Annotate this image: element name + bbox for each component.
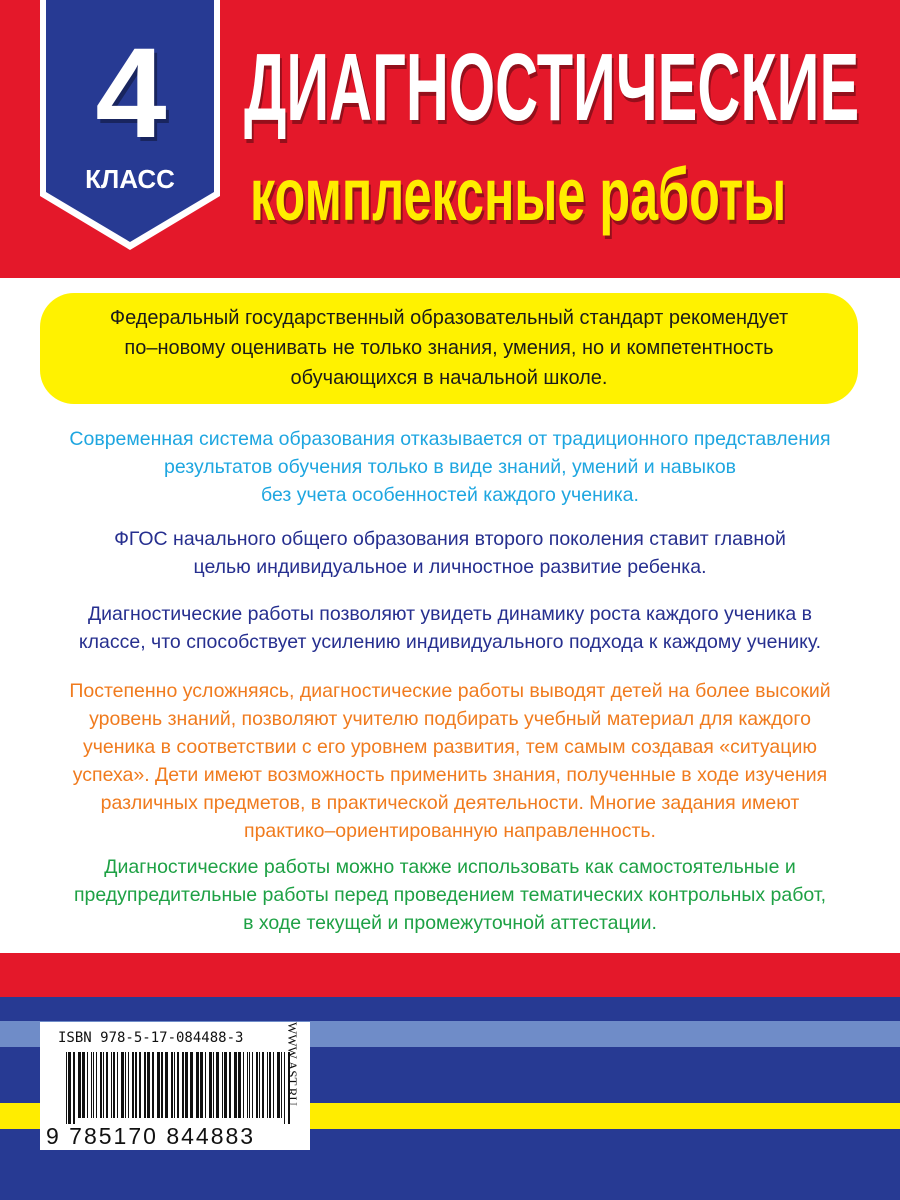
barcode-bar — [243, 1052, 244, 1118]
paragraph-dynamics — [30, 600, 870, 656]
website-text: WWW.AST.RU — [285, 1022, 300, 1106]
barcode-bar — [222, 1052, 223, 1118]
barcode-bar — [157, 1052, 160, 1118]
barcode-bars — [66, 1052, 292, 1124]
barcode-bar — [259, 1052, 260, 1118]
barcode-bar — [174, 1052, 175, 1118]
barcode-bar — [190, 1052, 193, 1118]
grade-number: 4 — [95, 22, 165, 165]
highlight-line: по–новому оценивать не только знания, умения, но и компетентность — [124, 337, 774, 359]
barcode-bar — [125, 1052, 126, 1118]
barcode-bar — [267, 1052, 268, 1118]
website-label — [270, 1022, 310, 1150]
barcode-bar — [144, 1052, 146, 1118]
text-line: уровень знаний, позволяют учителю подбирать учебный материал для каждого — [89, 708, 811, 730]
text-line: ученика в соответствии с его уровнем развития, тем самым создавая «ситуацию — [83, 736, 817, 758]
barcode-bar — [113, 1052, 115, 1118]
barcode-bar — [213, 1052, 214, 1118]
barcode-bar — [66, 1052, 67, 1124]
text-line: ФГОС начального общего образования второго поколения ставит главной — [114, 528, 786, 550]
barcode-bar — [247, 1052, 248, 1118]
barcode-bar — [73, 1052, 75, 1124]
barcode-bar — [229, 1052, 231, 1118]
barcode-bar — [93, 1052, 94, 1118]
text-line: успеха». Дети имеют возможность применить знания, полученные в ходе изучения — [72, 764, 828, 786]
paragraph-usage — [30, 853, 870, 937]
header-banner — [0, 0, 900, 278]
text-line: предупредительные работы перед проведением тематических контрольных работ, — [73, 884, 827, 906]
barcode-bar — [152, 1052, 154, 1118]
highlight-line: обучающихся в начальной школе. — [290, 367, 608, 389]
barcode-bar — [139, 1052, 141, 1118]
barcode-bar — [103, 1052, 104, 1118]
isbn-text: ISBN 978-5-17-084488-3 — [58, 1030, 244, 1046]
text-line: Современная система образования отказывается от традиционного представления — [69, 428, 831, 450]
grade-label: КЛАСС — [85, 164, 175, 194]
text-line: без учета особенностей каждого ученика. — [261, 484, 639, 506]
book-title-line2: комплексные работы — [250, 153, 787, 236]
highlight-box — [40, 293, 858, 404]
paragraph-fgos — [30, 525, 870, 581]
barcode-bar — [111, 1052, 112, 1118]
paragraph-progression — [30, 677, 870, 845]
barcode-bar — [161, 1052, 163, 1118]
barcode-bar — [256, 1052, 258, 1118]
barcode-bar — [96, 1052, 97, 1118]
grade-badge — [40, 0, 220, 250]
paragraph-modern-education — [30, 425, 870, 509]
barcode-bar — [234, 1052, 237, 1118]
text-line: различных предметов, в практической деятельности. Многие задания имеют — [100, 792, 800, 814]
text-line: Диагностические работы можно также использовать как самостоятельные и — [104, 856, 796, 878]
text-line: Постепенно усложняясь, диагностические работы выводят детей на более высокий — [69, 680, 831, 702]
barcode-bar — [135, 1052, 137, 1118]
text-line: классе, что способствует усилению индивидуального подхода к каждому ученику. — [78, 631, 822, 653]
barcode-bar — [249, 1052, 250, 1118]
barcode-bar — [205, 1052, 206, 1118]
barcode-digits: 9 785170 844883 — [46, 1123, 256, 1149]
barcode-bar — [182, 1052, 184, 1118]
barcode-bar — [147, 1052, 150, 1118]
book-title-line1: ДИАГНОСТИЧЕСКИЕ — [244, 34, 860, 141]
barcode-bar — [196, 1052, 199, 1118]
text-line: Диагностические работы позволяют увидеть динамику роста каждого ученика в — [87, 603, 813, 625]
highlight-line: Федеральный государственный образовательный стандарт рекомендует — [109, 307, 789, 329]
text-line: целью индивидуальное и личностное развитие ребенка. — [193, 556, 707, 578]
barcode-bar — [177, 1052, 179, 1118]
text-line: результатов обучения только в виде знаний, умений и навыков — [163, 456, 737, 478]
text-line: в ходе текущей и промежуточной аттестации. — [243, 912, 657, 934]
barcode-bar — [78, 1052, 81, 1118]
stripe-blue — [0, 997, 900, 1021]
barcode-bar — [216, 1052, 219, 1118]
barcode-bar — [128, 1052, 129, 1118]
barcode-bar — [238, 1052, 241, 1118]
barcode-bar — [82, 1052, 85, 1118]
barcode-bar — [224, 1052, 227, 1118]
stripe-red — [0, 953, 900, 997]
barcode-bar — [185, 1052, 188, 1118]
barcode-bar — [91, 1052, 92, 1118]
barcode-bar — [100, 1052, 102, 1118]
barcode-bar — [171, 1052, 173, 1118]
barcode-bar — [165, 1052, 168, 1118]
barcode-bar — [106, 1052, 108, 1118]
text-line: практико–ориентированную направленность. — [244, 820, 656, 842]
barcode-bar — [262, 1052, 264, 1118]
barcode-bar — [252, 1052, 253, 1118]
barcode-bar — [121, 1052, 124, 1118]
barcode-bar — [209, 1052, 212, 1118]
barcode-bar — [117, 1052, 118, 1118]
barcode-bar — [200, 1052, 203, 1118]
barcode-bar — [68, 1052, 71, 1124]
barcode-bar — [87, 1052, 88, 1118]
barcode-bar — [132, 1052, 134, 1118]
